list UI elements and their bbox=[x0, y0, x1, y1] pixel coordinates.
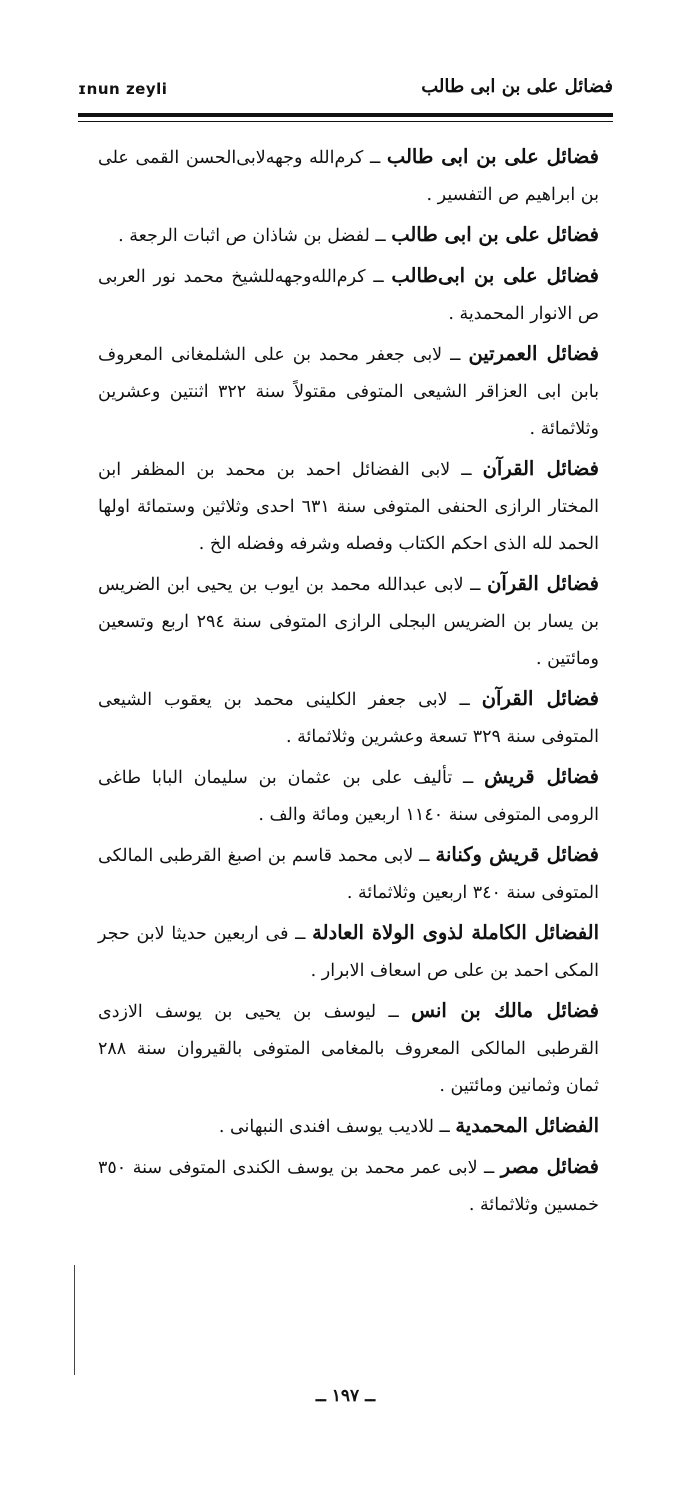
entry-text: ــ تألیف علی بن عثمان بن سلیمان البابا طاغی الرومی المتوفی سنة ١١٤٠ اربعین ومائة والف . bbox=[98, 768, 599, 825]
entry-title: الفضائل المحمدیة bbox=[455, 1114, 599, 1137]
entry-title: فضائل قریش bbox=[484, 765, 599, 788]
entry-title: فضائل علی بن ابی‌طالب bbox=[391, 264, 599, 287]
entry-text: ــ لابی الفضائل احمد بن محمد بن المظفر ابن المختار الرازی الحنفی المتوفی سنة ٦٣١ احدی وثلاثین وستمائة اولها الحمد لله الذی احکم الکتاب وفصله وشرفه وفضله الخ . bbox=[98, 460, 599, 554]
entry-title: الفضائل الکاملة لذوی الولاة العادلة bbox=[312, 921, 599, 944]
entry-4 bbox=[98, 335, 599, 448]
entry-title: فضائل مالك بن انس bbox=[411, 999, 599, 1022]
entry-text: ــ کرم‌الله‌وجهه‌للشیخ محمد نور العربی ص الانوار المحمدیة . bbox=[98, 267, 599, 324]
entry-title: فضائل مصر bbox=[500, 1155, 599, 1178]
entry-11 bbox=[98, 992, 599, 1105]
entry-6 bbox=[98, 565, 599, 678]
entry-1 bbox=[98, 138, 599, 214]
entry-text: ــ لابی محمد قاسم بن اصبغ القرطبی المالکی المتوفی سنة ٣٤٠ اربعین وثلاثمائة . bbox=[98, 846, 599, 903]
entry-text: ــ فی اربعین حدیثا لابن حجر المکی احمد بن علی ص اسعاف الابرار . bbox=[98, 924, 599, 981]
header-right-title: فضائل علی بن ابی طالب bbox=[421, 76, 613, 97]
header-rule-thin bbox=[78, 121, 613, 122]
entry-text: ــ لیوسف بن یحیی بن یوسف الازدی القرطبی المالکی المعروف بالمغامی المتوفی بالقیروان سنة ٢٨٨ ثمان وثمانین ومائتین . bbox=[98, 1002, 599, 1096]
entry-title: فضائل القرآن bbox=[481, 687, 599, 710]
entry-text: ــ لفضل بن شاذان ص اثبات الرجعة . bbox=[118, 226, 392, 246]
entry-title: فضائل القرآن bbox=[482, 457, 599, 480]
header-rule-thick bbox=[78, 113, 613, 117]
entry-text: ــ لابی عمر محمد بن یوسف الکندی المتوفی سنة ٣٥٠ خمسین وثلاثمائة . bbox=[98, 1158, 599, 1215]
entry-title: فضائل قریش وکنانة bbox=[435, 843, 599, 866]
entry-title: فضائل العمرتین bbox=[468, 342, 599, 365]
entry-text: ــ لابی جعفر محمد بن علی الشلمغانی المعروف بابن ابی العزاقر الشیعی المتوفی مقتولاً سنة ٣٢٢ اثنتین وعشرین وثلاثمائة . bbox=[98, 345, 599, 439]
entry-7 bbox=[98, 680, 599, 756]
entry-text: ــ لابی جعفر الکلینی محمد بن یعقوب الشیعی المتوفی سنة ٣٢٩ تسعة وعشرین وثلاثمائة . bbox=[98, 690, 599, 747]
entry-2 bbox=[98, 216, 599, 255]
entry-5 bbox=[98, 450, 599, 563]
entry-8 bbox=[98, 758, 599, 834]
entry-title: فضائل علی بن ابی طالب bbox=[386, 145, 599, 168]
entry-12 bbox=[98, 1107, 599, 1146]
page-number: ــ ١٩٧ ــ bbox=[315, 1386, 376, 1406]
entry-text: ــ کرم‌الله وجهه‌لابی‌الحسن القمی علی بن ابراهیم ص التفسیر . bbox=[98, 148, 599, 205]
entry-3 bbox=[98, 257, 599, 333]
entry-13 bbox=[98, 1148, 599, 1224]
bibliography-entries bbox=[98, 138, 599, 1226]
entry-title: فضائل القرآن bbox=[487, 572, 599, 595]
margin-line bbox=[74, 1265, 75, 1375]
entry-title: فضائل علی بن ابی طالب bbox=[391, 223, 599, 246]
entry-text: ــ للادیب یوسف افندی النبهانی . bbox=[218, 1117, 456, 1137]
running-header bbox=[78, 76, 613, 106]
entry-9 bbox=[98, 836, 599, 912]
header-left-text: ɪnun zeyli bbox=[78, 80, 168, 98]
entry-text: ــ لابی عبدالله محمد بن ایوب بن یحیی ابن الضریس بن یسار بن الضریس البجلی الرازی المتوفی سنة ٢٩٤ اربع وتسعین ومائتین . bbox=[98, 575, 600, 669]
entry-10 bbox=[98, 914, 599, 990]
